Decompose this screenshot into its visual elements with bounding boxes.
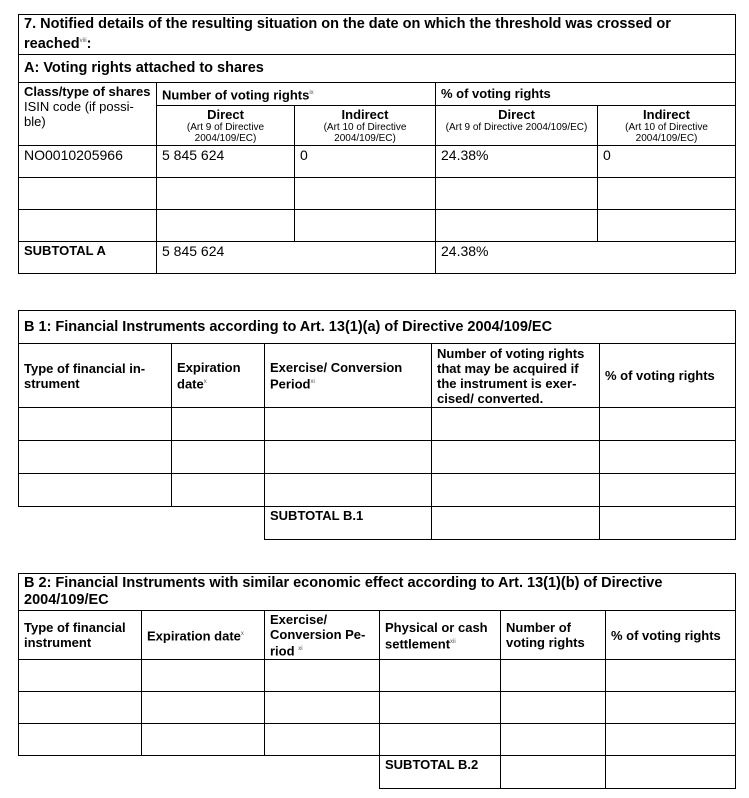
exercise-cell [265, 441, 432, 474]
table-row [19, 145, 736, 177]
num-header: Number of voting rights [501, 611, 606, 660]
expiration-cell [142, 724, 265, 756]
settlement-header: Physical or cash settlement$^{xii}$ [380, 611, 501, 660]
num-indirect-cell: 0 [295, 145, 436, 177]
isin-cell: NO0010205966 [19, 145, 157, 177]
pct-indirect-header: Indirect (Art 10 of Directive 2004/109/EC) [598, 105, 736, 145]
pct-direct-cell: 24.38% [436, 145, 598, 177]
num-header: Number of voting rights that may be acquired if the instrument is exer-cised/ converted. [432, 344, 600, 408]
expiration-cell [172, 408, 265, 441]
num-indirect-header: Indirect (Art 10 of Directive 2004/109/EC) [295, 105, 436, 145]
section-b2-title: B 2: Financial Instruments with similar economic effect according to Art. 13(1)(b) of Directive 2004/109/EC [19, 574, 736, 611]
table-row [19, 408, 736, 441]
expiration-cell [172, 441, 265, 474]
pct-direct-header: Direct (Art 9 of Directive 2004/109/EC) [436, 105, 598, 145]
pct-cell [606, 692, 736, 724]
pct-cell [606, 660, 736, 692]
pct-voting-rights-header: % of voting rights [436, 82, 736, 105]
subtotal-b1-num [432, 507, 600, 540]
type-cell [19, 660, 142, 692]
settlement-cell [380, 724, 501, 756]
table-row [19, 209, 736, 241]
exercise-cell [265, 660, 380, 692]
num-direct-cell: 5 845 624 [157, 145, 295, 177]
section-7-title: 7. Notified details of the resulting situation on the date on which the threshold was crossed or reached$^{viii}$: [19, 15, 736, 55]
pct-cell [600, 408, 736, 441]
num-voting-rights-header: Number of voting rights$^{ix}$ [157, 82, 436, 105]
subtotal-a-label: SUBTOTAL A [19, 241, 157, 273]
subtotal-b1-label: SUBTOTAL B.1 [265, 507, 432, 540]
expiration-header: Expiration date$^x$ [142, 611, 265, 660]
empty-spacer [19, 507, 265, 540]
num-indirect-cell [295, 209, 436, 241]
expiration-header: Expiration date$^x$ [172, 344, 265, 408]
subtotal-b2-row [19, 756, 736, 789]
type-cell [19, 441, 172, 474]
type-cell [19, 408, 172, 441]
pct-indirect-cell: 0 [598, 145, 736, 177]
exercise-cell [265, 724, 380, 756]
subtotal-a-num: 5 845 624 [157, 241, 436, 273]
type-header: Type of financial instrument [19, 611, 142, 660]
settlement-cell [380, 660, 501, 692]
subtotal-b1-row [19, 507, 736, 540]
table-row [19, 660, 736, 692]
voting-rights-table-a [18, 14, 736, 274]
type-cell [19, 724, 142, 756]
num-cell [432, 408, 600, 441]
pct-cell [606, 724, 736, 756]
subtotal-a-row [19, 241, 736, 273]
num-cell [501, 692, 606, 724]
pct-direct-cell [436, 209, 598, 241]
expiration-cell [142, 660, 265, 692]
num-cell [501, 724, 606, 756]
table-row [19, 474, 736, 507]
num-cell [432, 441, 600, 474]
table-row [19, 724, 736, 756]
num-cell [432, 474, 600, 507]
isin-cell [19, 177, 157, 209]
settlement-cell [380, 692, 501, 724]
isin-cell [19, 209, 157, 241]
num-direct-header: Direct (Art 9 of Directive 2004/109/EC) [157, 105, 295, 145]
subtotal-b1-pct [600, 507, 736, 540]
pct-cell [600, 441, 736, 474]
exercise-cell [265, 408, 432, 441]
exercise-header: Exercise/ Conversion Pe-riod $^{xi}$ [265, 611, 380, 660]
section-a-title: A: Voting rights attached to shares [19, 54, 736, 82]
table-row [19, 441, 736, 474]
pct-direct-cell [436, 177, 598, 209]
num-cell [501, 660, 606, 692]
table-row [19, 177, 736, 209]
pct-indirect-cell [598, 209, 736, 241]
financial-instruments-table-b1 [18, 310, 736, 540]
exercise-header: Exercise/ Conversion Period$^{xi}$ [265, 344, 432, 408]
pct-cell [600, 474, 736, 507]
financial-instruments-table-b2 [18, 573, 736, 789]
exercise-cell [265, 474, 432, 507]
pct-header: % of voting rights [600, 344, 736, 408]
type-cell [19, 474, 172, 507]
subtotal-b2-pct [606, 756, 736, 789]
subtotal-b2-label: SUBTOTAL B.2 [380, 756, 501, 789]
pct-header: % of voting rights [606, 611, 736, 660]
subtotal-b2-num [501, 756, 606, 789]
type-cell [19, 692, 142, 724]
pct-indirect-cell [598, 177, 736, 209]
expiration-cell [172, 474, 265, 507]
type-header: Type of financial in-strument [19, 344, 172, 408]
expiration-cell [142, 692, 265, 724]
subtotal-a-pct: 24.38% [436, 241, 736, 273]
class-type-header: Class/type of shares ISIN code (if possi-ble) [19, 82, 157, 145]
empty-spacer [19, 756, 380, 789]
num-indirect-cell [295, 177, 436, 209]
exercise-cell [265, 692, 380, 724]
num-direct-cell [157, 209, 295, 241]
section-b1-title: B 1: Financial Instruments according to Art. 13(1)(a) of Directive 2004/109/EC [19, 311, 736, 344]
table-row [19, 692, 736, 724]
num-direct-cell [157, 177, 295, 209]
